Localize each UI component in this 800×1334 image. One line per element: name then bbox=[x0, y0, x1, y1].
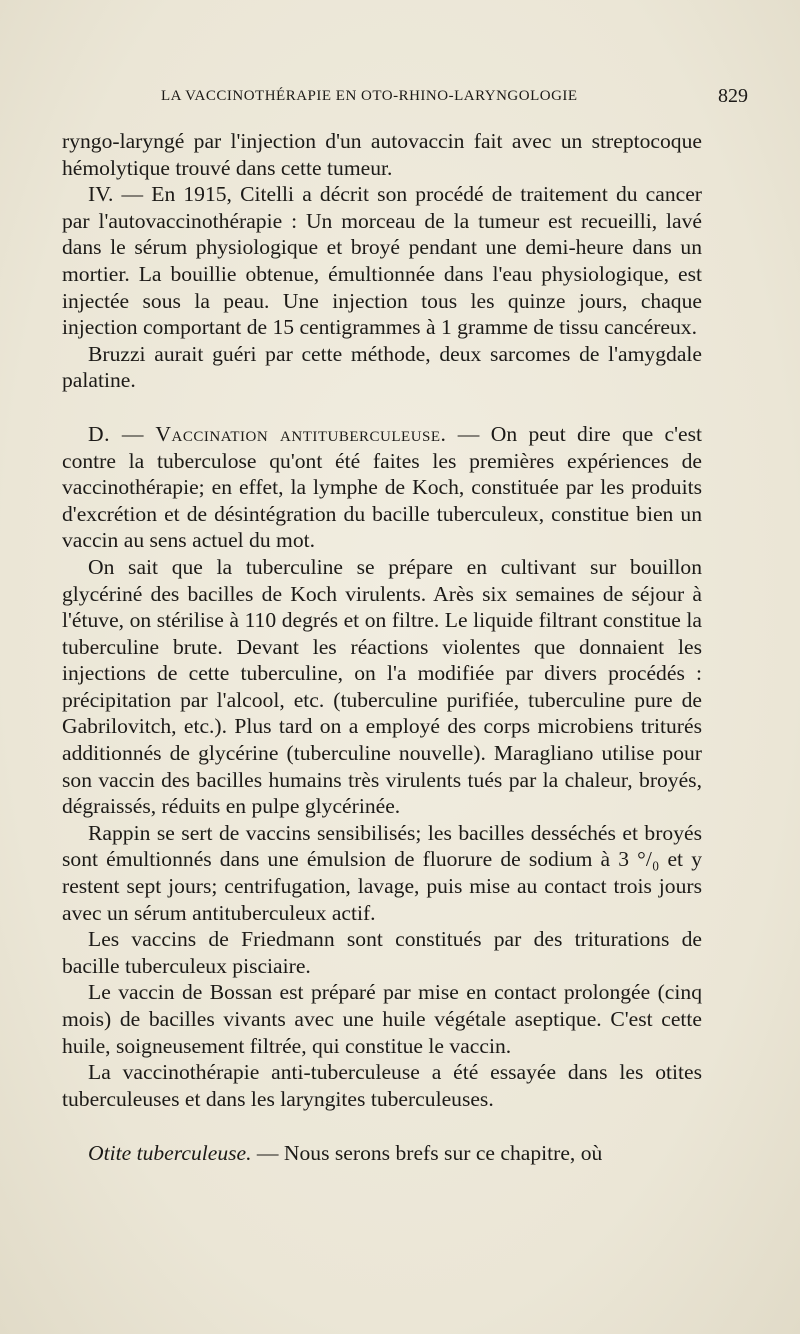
subsection-paragraph bbox=[62, 1140, 702, 1167]
paragraph: IV. — En 1915, Citelli a décrit son procédé de traitement du cancer par l'autovaccinothérapie : Un morceau de la tumeur est recueilli, lavé dans le sérum physiologique et broyé pendant une demi-heure dans un mortier. La bouillie obtenue, émultionnée dans l'eau physiologique, est injectée sous la peau. Une injection tous les quinze jours, chaque injection comportant de 15 centigrammes à 1 gramme de tissu cancéreux. bbox=[62, 182, 702, 340]
body-text bbox=[62, 128, 702, 1167]
paragraph: Bruzzi aurait guéri par cette méthode, deux sarcomes de l'amygdale palatine. bbox=[62, 341, 702, 393]
subsection-text: — Nous serons brefs sur ce chapitre, où bbox=[251, 1141, 603, 1166]
page-number: 829 bbox=[718, 85, 748, 107]
page-header bbox=[58, 85, 748, 114]
paragraph: Le vaccin de Bossan est préparé par mise en contact prolongée (cinq mois) de bacilles vivants avec une huile végétale aseptique. C'est cette huile, soigneusement filtrée, qui constitue le vaccin. bbox=[62, 980, 702, 1058]
subsection-heading: Otite tuberculeuse. bbox=[88, 1141, 252, 1166]
paragraph: ryngo-laryngé par l'injection d'un autovaccin fait avec un streptocoque hémolytique trouvé dans cette tumeur. bbox=[62, 129, 702, 180]
paragraph: La vaccinothérapie anti-tuberculeuse a été essayée dans les otites tuberculeuses et dans les laryngites tuberculeuses. bbox=[62, 1060, 702, 1111]
paragraph: On sait que la tuberculine se prépare en cultivant sur bouillon glycériné des bacilles de Koch virulents. Arès six semaines de séjour à l'étuve, on stérilise à 110 degrés et on filtre. Le liquide filtrant constitue la tuberculine brute. Devant les réactions violentes que donnaient les injections de cette tuberculine, on l'a modifiée par divers procédés : précipitation par l'alcool, etc. (tuberculine purifiée, tuberculine pure de Gabrilovitch, etc.). Plus tard on a employé des corps microbiens triturés additionnés de glycérine (tuberculine nouvelle). Maragliano utilise pour son vaccin des bacilles humains très virulents tués par la chaleur, broyés, dégraissés, réduits en pulpe glycérinée. bbox=[62, 554, 702, 819]
paragraph: Rappin se sert de vaccins sensibilisés; les bacilles desséchés et broyés sont émultionnés dans une émulsion de fluorure de sodium à 3 °/₀ et y restent sept jours; centrifugation, lavage, puis mise au contact trois jours avec un sérum antituberculeux actif. bbox=[62, 820, 702, 925]
section-paragraph bbox=[62, 421, 702, 554]
section-heading: D. — Vaccination antituberculeuse. bbox=[88, 421, 447, 446]
section-gap bbox=[62, 1112, 702, 1140]
section-text: — On peut dire que c'est contre la tuberculose qu'ont été faites les premières expériences de vaccinothérapie; en effet, la lymphe de Koch, constituée par les produits d'excrétion et de désintégration du bacille tuberculeux, constitue bien un vaccin au sens actuel du mot. bbox=[62, 421, 702, 553]
running-title: LA VACCINOTHÉRAPIE EN OTO-RHINO-LARYNGOLOGIE bbox=[161, 88, 578, 104]
paragraph: Les vaccins de Friedmann sont constitués par des triturations de bacille tuberculeux pisciaire. bbox=[62, 927, 702, 978]
section-gap bbox=[62, 394, 702, 421]
